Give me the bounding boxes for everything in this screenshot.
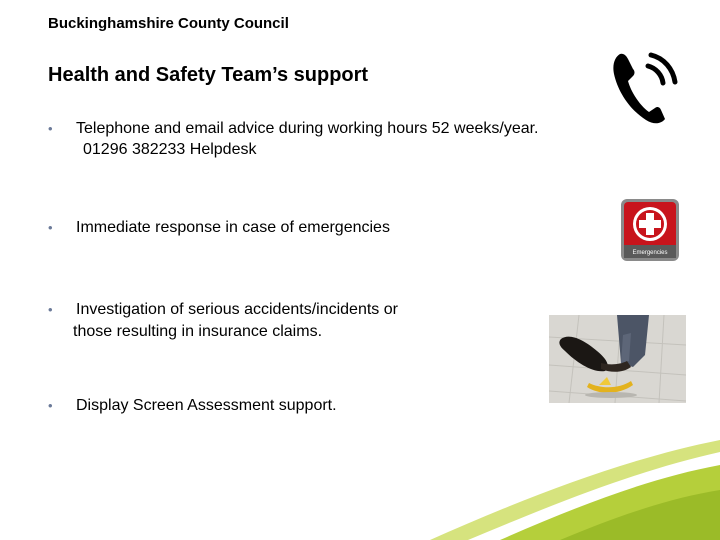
bullet-text: Display Screen Assessment support. — [76, 397, 337, 414]
bullet-text: Investigation of serious accidents/incidents or — [76, 301, 398, 318]
slide-title: Health and Safety Team’s support — [48, 64, 369, 86]
bullet-marker: • — [48, 302, 53, 317]
bullet-text: Telephone and email advice during working hours 52 weeks/year. — [76, 120, 539, 137]
emergency-label: Emergencies — [632, 250, 668, 256]
banana-slip-photo — [549, 315, 686, 403]
phone-icon — [610, 48, 678, 126]
bullet-subtext: 01296 382233 Helpdesk — [83, 141, 257, 158]
organization-name: Buckinghamshire County Council — [48, 15, 289, 32]
bullet-marker: • — [48, 398, 53, 413]
bullet-subtext: those resulting in insurance claims. — [73, 323, 323, 340]
bullet-marker: • — [48, 121, 53, 136]
bullet-text: Immediate response in case of emergencies — [76, 219, 390, 236]
emergency-first-aid-icon — [620, 198, 680, 262]
bullet-marker: • — [48, 220, 53, 235]
